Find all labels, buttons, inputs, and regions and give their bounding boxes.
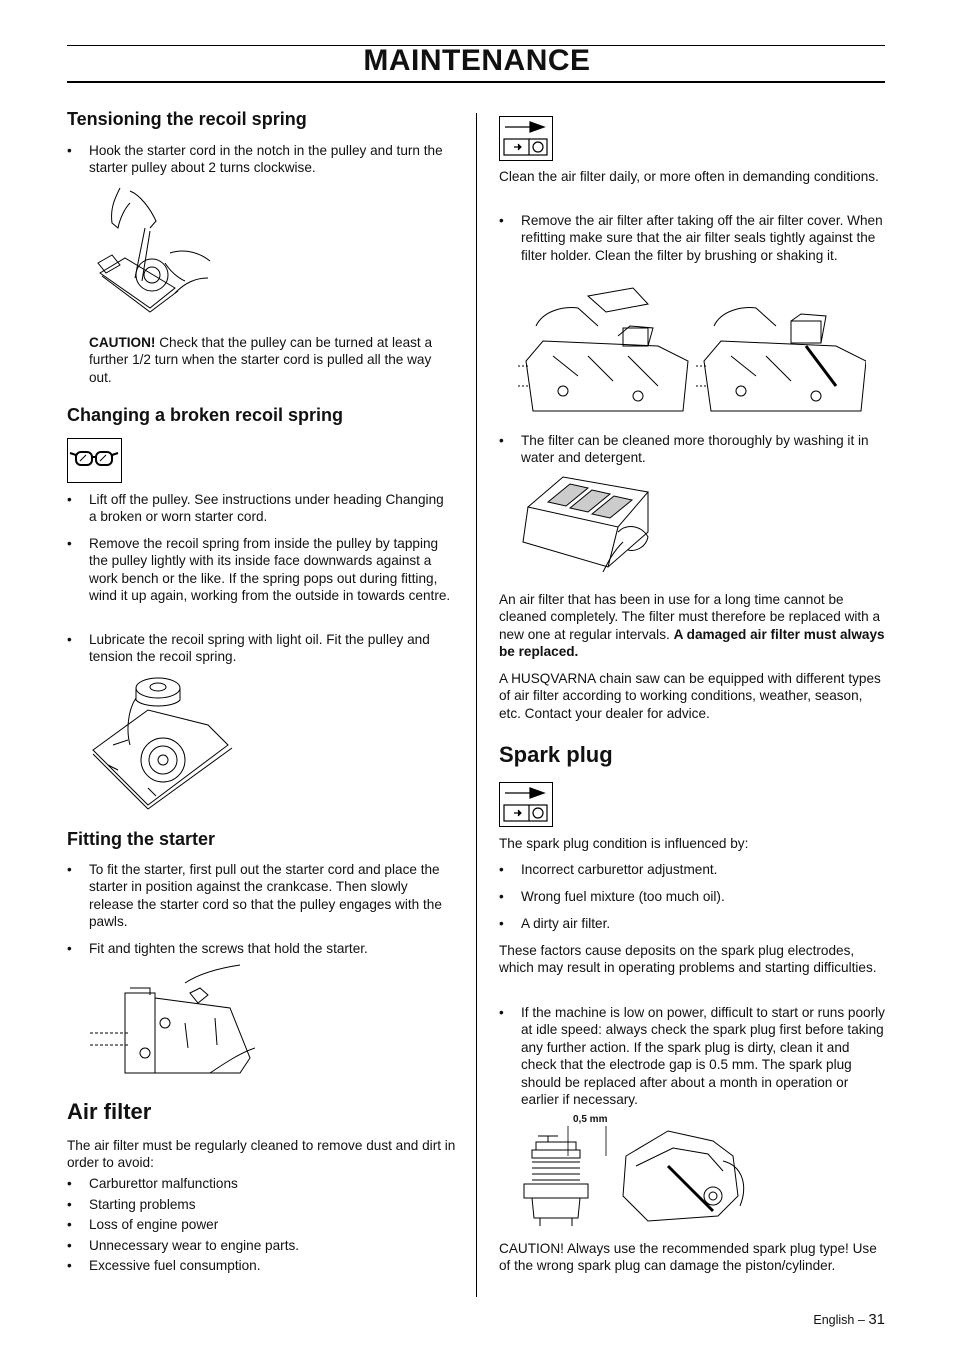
chainsaw-left xyxy=(518,288,688,411)
list-item-text: Lubricate the recoil spring with light oil. Fit the pulley and tension the recoil spring. xyxy=(89,632,430,665)
page-title: MAINTENANCE xyxy=(363,44,591,77)
safety-goggles-icon xyxy=(67,438,122,483)
heading-fitting-starter: Fitting the starter xyxy=(67,829,216,849)
air-filter-removal-illustration xyxy=(518,286,866,416)
air-filter-replace xyxy=(499,591,886,661)
service-arrow-icon xyxy=(499,782,553,827)
starter-pulley-illustration xyxy=(90,183,215,318)
bullet-dot: • xyxy=(67,632,72,647)
list-item-text: Remove the recoil spring from inside the pulley by tapping the pulley lightly with its inside face downwards against a work bench or the like. If the spring pops out during fitting, wind it up again, working from the outside in towards centre. xyxy=(89,536,451,604)
list-item-text: If the machine is low on power, difficult to start or runs poorly at idle speed: always check the spark plug first before taking any further action. If the spark plug is dirty, clean it and check that the electrode gap is 0.5 mm. The spark plug should be replaced after about a month in operation or earlier if necessary. xyxy=(521,1005,885,1108)
bullet-dot: • xyxy=(67,941,72,956)
list-item-text: A dirty air filter. xyxy=(521,916,611,931)
recoil-spring-illustration xyxy=(88,670,236,810)
service-arrow-icon xyxy=(499,116,553,161)
bullet-dot: • xyxy=(499,433,504,448)
list-item-text: Starting problems xyxy=(89,1197,196,1212)
list-item-text: To fit the starter, first pull out the starter cord and place the starter in position against the crankcase. Then slowly release the starter cord so that the pulley engages with the pawls. xyxy=(89,862,442,930)
spark-plug-illustration xyxy=(518,1126,748,1226)
bullet-dot: • xyxy=(499,916,504,931)
spark-plug-intro: The spark plug condition is influenced by: xyxy=(499,836,749,851)
heading-air-filter: Air filter xyxy=(67,1099,152,1124)
caution-label: CAUTION! xyxy=(89,335,156,350)
list-item-text: Excessive fuel consumption. xyxy=(89,1258,261,1273)
caution-text: Check that the pulley can be turned at least a further 1/2 turn when the starter cord is pulled all the way out. xyxy=(89,335,433,385)
bullet-dot: • xyxy=(499,213,504,228)
bullet-dot: • xyxy=(67,536,72,551)
heading-spark-plug: Spark plug xyxy=(499,742,613,767)
heading-tensioning: Tensioning the recoil spring xyxy=(67,109,307,129)
spark-plug-in-engine xyxy=(623,1131,744,1221)
list-item-text: Incorrect carburettor adjustment. xyxy=(521,862,718,877)
spark-plug-drawing xyxy=(524,1126,606,1226)
bullet-dot: • xyxy=(499,889,504,904)
list-item-text: Carburettor malfunctions xyxy=(89,1176,238,1191)
footer-separator: – xyxy=(857,1313,865,1327)
page-footer xyxy=(813,1311,885,1328)
air-filter-replace-emphasis: A damaged air filter must always be replaced. xyxy=(499,626,885,660)
list-item-text: Remove the air filter after taking off the air filter cover. When refitting make sure that the air filter seals tightly against the filter holder. Clean the filter by brushing or shaking it. xyxy=(521,213,883,263)
list-item-text: Unnecessary wear to engine parts. xyxy=(89,1238,300,1253)
bullet-dot: • xyxy=(67,1238,72,1253)
spark-plug-caution: CAUTION! Always use the recommended spark plug type! Use of the wrong spark plug can damage the piston/cylinder. xyxy=(499,1241,877,1274)
spark-plug-gap-label: 0,5 mm xyxy=(573,1114,608,1125)
bullet-dot: • xyxy=(67,492,72,507)
air-filter-intro: The air filter must be regularly cleaned to remove dust and dirt in order to avoid: xyxy=(67,1138,456,1171)
list-item-text: Wrong fuel mixture (too much oil). xyxy=(521,889,725,904)
bullet-dot: • xyxy=(67,143,72,158)
bullet-dot: • xyxy=(67,1258,72,1273)
heading-changing-spring: Changing a broken recoil spring xyxy=(67,405,344,425)
air-filter-illustration xyxy=(518,472,663,577)
list-item-text: Lift off the pulley. See instructions under heading Changing a broken or worn starter cord. xyxy=(89,492,444,525)
fitting-starter-illustration xyxy=(90,963,255,1083)
air-filter-replace-text: An air filter that has been in use for a long time cannot be cleaned completely. The filter must therefore be replaced with a new one at regular intervals. xyxy=(499,592,881,642)
list-item-text: Hook the starter cord in the notch in the pulley and turn the starter pulley about 2 turns clockwise. xyxy=(89,143,443,176)
spark-plug-deposits: These factors cause deposits on the spark plug electrodes, which may result in operating problems and starting difficulties. xyxy=(499,943,877,976)
chainsaw-right xyxy=(696,308,866,411)
list-item-text: Fit and tighten the screws that hold the starter. xyxy=(89,941,368,956)
air-filter-types: A HUSQVARNA chain saw can be equipped with different types of air filter according to working conditions, weather, season, etc. Contact your dealer for advice. xyxy=(499,671,881,721)
caution-tensioning xyxy=(89,334,454,386)
bullet-dot: • xyxy=(67,862,72,877)
list-item-text: The filter can be cleaned more thoroughly by washing it in water and detergent. xyxy=(521,433,869,466)
bullet-dot: • xyxy=(67,1176,72,1191)
bullet-dot: • xyxy=(67,1197,72,1212)
list-item-text: Loss of engine power xyxy=(89,1217,219,1232)
bullet-dot: • xyxy=(499,862,504,877)
footer-language: English xyxy=(813,1313,855,1327)
column-divider xyxy=(476,113,477,1297)
air-filter-daily: Clean the air filter daily, or more often in demanding conditions. xyxy=(499,169,879,184)
bullet-dot: • xyxy=(499,1005,504,1020)
header-rule-bottom xyxy=(67,81,885,83)
page-number: 31 xyxy=(868,1311,885,1328)
bullet-dot: • xyxy=(67,1217,72,1232)
